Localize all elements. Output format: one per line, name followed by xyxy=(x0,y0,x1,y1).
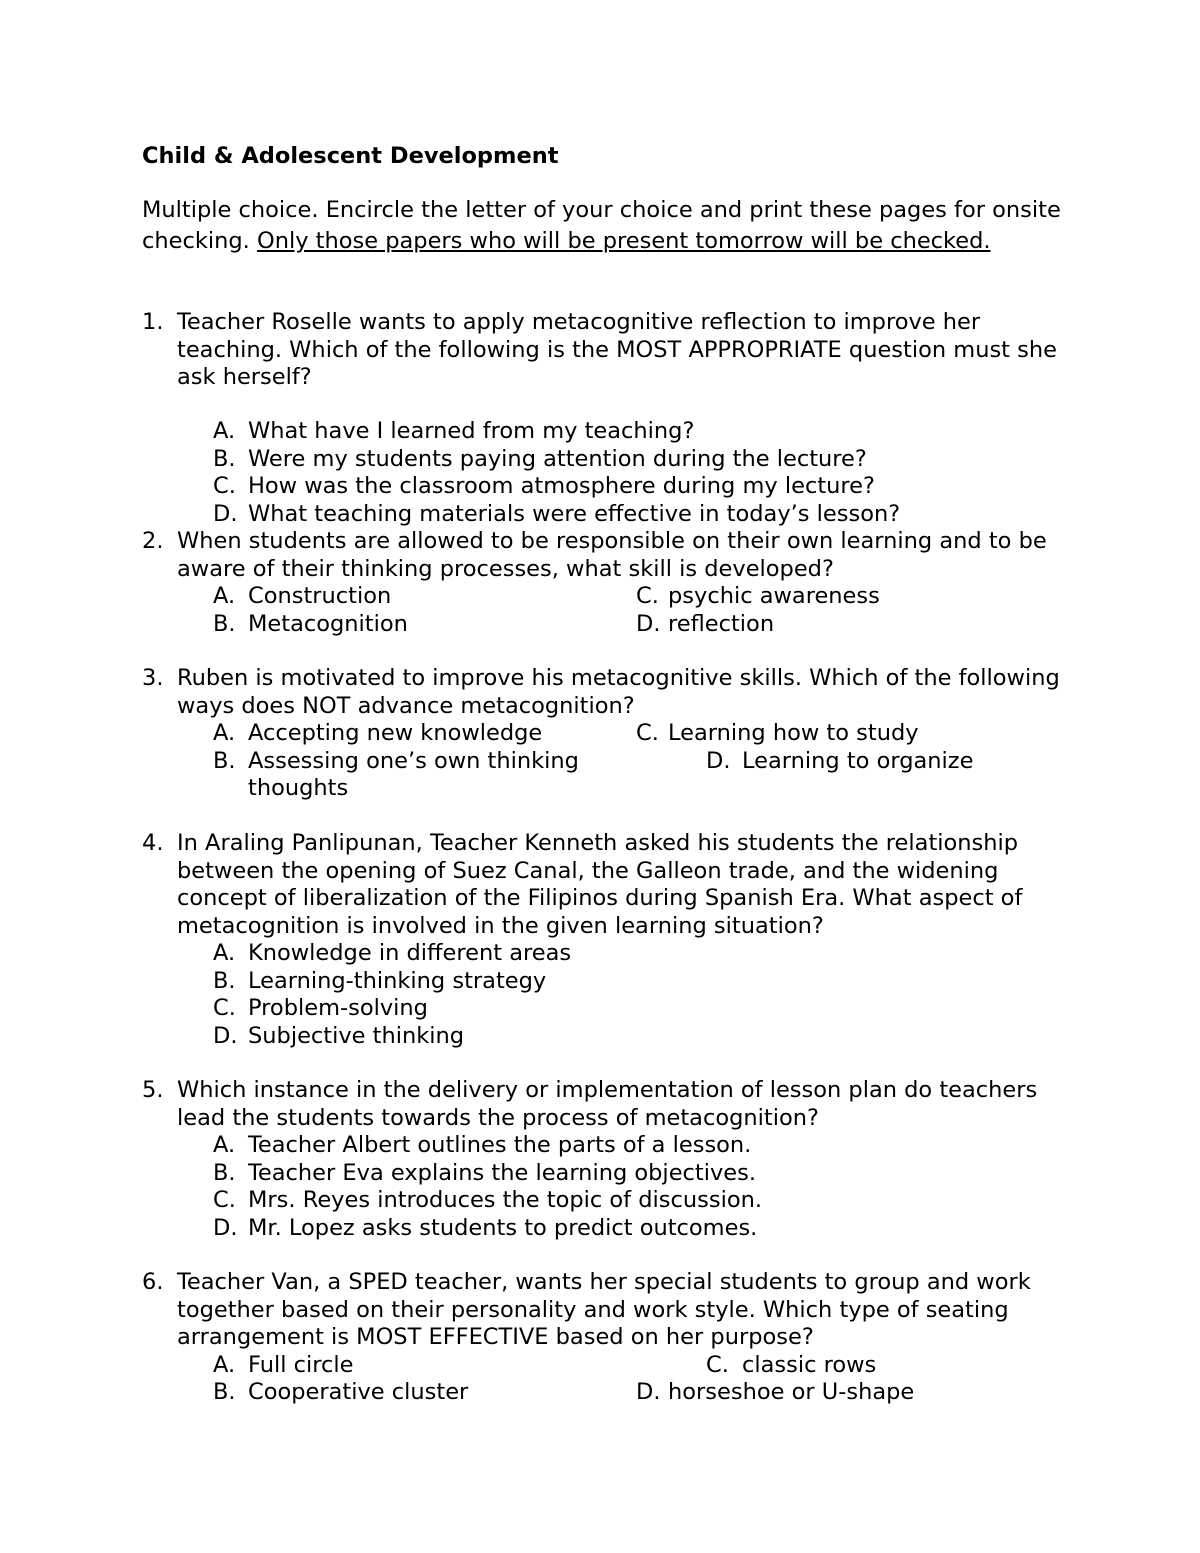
question-number: 3. xyxy=(142,665,164,691)
option[interactable] xyxy=(142,940,1062,968)
option-text: reflection xyxy=(668,610,775,637)
instructions xyxy=(142,195,1062,257)
question-text: Teacher Roselle wants to apply metacognitive reflection to improve her teaching. Which of the following is the MOST APPROPRIATE question must she ask herself? xyxy=(177,309,1057,390)
option-text: Full circle xyxy=(248,1351,354,1378)
question-3 xyxy=(142,665,1062,803)
question-number: 4. xyxy=(142,830,164,856)
option[interactable] xyxy=(142,1132,1062,1160)
option-letter: A. xyxy=(213,1132,236,1158)
option-text: Accepting new knowledge xyxy=(248,720,543,746)
option-letter[interactable]: B. xyxy=(213,747,236,774)
document-title: Child & Adolescent Development xyxy=(142,143,559,169)
option-text: psychic awareness xyxy=(668,583,880,609)
option-letter: B. xyxy=(213,967,236,994)
option-text: Cooperative cluster xyxy=(248,1379,469,1405)
question-6 xyxy=(142,1269,1062,1407)
option-row xyxy=(142,583,1062,611)
option-text: Teacher Eva explains the learning objectives. xyxy=(248,1159,757,1186)
question-1 xyxy=(142,309,1062,392)
option-text: Learning to organize xyxy=(742,747,974,774)
option-letter[interactable]: D. xyxy=(636,1379,661,1405)
question-number: 2. xyxy=(142,528,164,554)
question-number: 1. xyxy=(142,309,164,335)
option-letter: B. xyxy=(213,445,236,472)
option-text: Problem-solving xyxy=(248,995,428,1021)
option-continuation xyxy=(142,775,1062,803)
option-text: Mr. Lopez asks students to predict outcomes. xyxy=(248,1214,758,1241)
option-letter: B. xyxy=(213,1159,236,1186)
option[interactable] xyxy=(142,968,1062,996)
question-1-options xyxy=(142,418,1062,528)
option-letter[interactable]: D. xyxy=(636,610,661,637)
option-row xyxy=(142,1352,1062,1380)
option-text: Teacher Albert outlines the parts of a lesson. xyxy=(248,1132,752,1158)
option-text: What teaching materials were effective in today’s lesson? xyxy=(248,500,901,527)
option-text: Metacognition xyxy=(248,610,408,637)
option-text: Subjective thinking xyxy=(248,1022,465,1049)
option-text: How was the classroom atmosphere during my lecture? xyxy=(248,473,875,499)
option-row xyxy=(142,748,1062,776)
option-letter[interactable]: A. xyxy=(213,720,236,746)
option[interactable] xyxy=(142,418,1062,446)
option[interactable] xyxy=(142,995,1062,1023)
question-number: 5. xyxy=(142,1077,164,1103)
option-text: horseshoe or U-shape xyxy=(668,1379,915,1405)
option-letter[interactable]: C. xyxy=(636,720,659,746)
question-4 xyxy=(142,830,1062,1050)
instructions-text: Multiple choice. Encircle the letter of your choice and print these pages for onsite checking. xyxy=(142,197,1061,254)
option-text: What have I learned from my teaching? xyxy=(248,418,695,444)
option-text: Were my students paying attention during the lecture? xyxy=(248,445,867,472)
option-letter[interactable]: C. xyxy=(636,583,659,609)
option-letter: C. xyxy=(213,1187,236,1213)
option[interactable] xyxy=(142,1160,1062,1188)
option-letter: C. xyxy=(213,995,236,1021)
option-letter: D. xyxy=(213,500,238,527)
option-letter: D. xyxy=(213,1214,238,1241)
option-letter[interactable]: B. xyxy=(213,610,236,637)
option-letter: D. xyxy=(213,1022,238,1049)
option-letter[interactable]: D. xyxy=(706,747,731,774)
option-letter[interactable]: A. xyxy=(213,1351,236,1378)
option-letter: A. xyxy=(213,940,236,966)
question-text: Ruben is motivated to improve his metacognitive skills. Which of the following ways does NOT advance metacognition? xyxy=(177,665,1060,719)
question-number: 6. xyxy=(142,1269,164,1295)
option[interactable] xyxy=(142,473,1062,501)
option-text: Assessing one’s own thinking xyxy=(248,747,579,774)
option-text-wrap: thoughts xyxy=(248,775,349,801)
option-row xyxy=(142,1379,1062,1407)
option-row xyxy=(142,611,1062,639)
question-5 xyxy=(142,1077,1062,1242)
option-letter[interactable]: C. xyxy=(706,1351,729,1378)
option-text: Construction xyxy=(248,583,392,609)
option-text: Learning how to study xyxy=(668,720,919,746)
question-text: Which instance in the delivery or implementation of lesson plan do teachers lead the students towards the process of metacognition? xyxy=(177,1077,1038,1131)
option-text: Mrs. Reyes introduces the topic of discussion. xyxy=(248,1187,762,1213)
option-row xyxy=(142,720,1062,748)
option-text: Learning-thinking strategy xyxy=(248,967,547,994)
question-2 xyxy=(142,528,1062,638)
question-text: In Araling Panlipunan, Teacher Kenneth asked his students the relationship between the opening of Suez Canal, the Galleon trade, and the widening concept of liberalization of the Filipinos during Spanish Era. What aspect of metacognition is involved in the given learning situation? xyxy=(177,830,1023,939)
question-text: Teacher Van, a SPED teacher, wants her special students to group and work together based on their personality and work style. Which type of seating arrangement is MOST EFFECTIVE based on her purpose? xyxy=(177,1269,1031,1350)
option[interactable] xyxy=(142,1187,1062,1215)
option[interactable] xyxy=(142,1215,1062,1243)
instructions-underlined: Only those papers who will be present tomorrow will be checked. xyxy=(256,228,991,254)
option-letter[interactable]: A. xyxy=(213,583,236,609)
option-letter: C. xyxy=(213,473,236,499)
option[interactable] xyxy=(142,1023,1062,1051)
option-letter[interactable]: B. xyxy=(213,1379,236,1405)
question-text: When students are allowed to be responsible on their own learning and to be aware of their thinking processes, what skill is developed? xyxy=(177,528,1047,582)
option-text: Knowledge in different areas xyxy=(248,940,572,966)
option[interactable] xyxy=(142,446,1062,474)
option[interactable] xyxy=(142,501,1062,529)
option-text: classic rows xyxy=(742,1351,877,1378)
option-letter: A. xyxy=(213,418,236,444)
